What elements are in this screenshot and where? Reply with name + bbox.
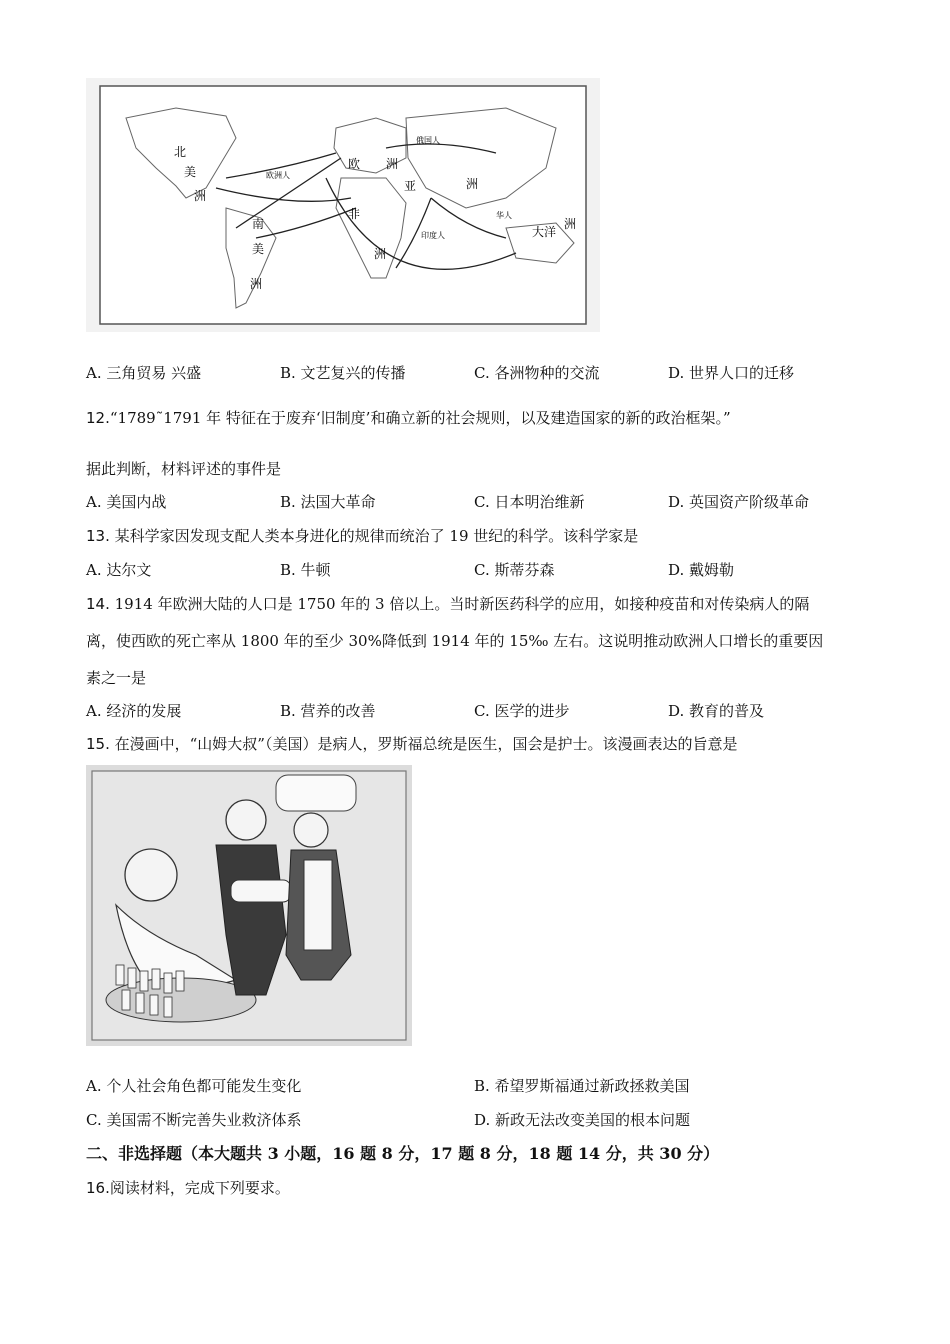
q12-option-b: B. 法国大革命 <box>280 493 376 511</box>
map-label-america1: 美 <box>184 165 197 179</box>
map-label-north: 北 <box>174 145 187 159</box>
map-frame <box>100 86 586 324</box>
q13-option-c: C. 斯蒂芬森 <box>474 561 555 579</box>
q13-option-d: D. 戴姆勒 <box>668 561 735 579</box>
q11-option-c: C. 各洲物种的交流 <box>474 364 600 382</box>
world-map-illustration <box>86 78 600 332</box>
q12-option-a: A. 美国内战 <box>86 493 167 511</box>
q13-option-b: B. 牛顿 <box>280 561 331 579</box>
q15-option-b: B. 希望罗斯福通过新政拯救美国 <box>474 1077 690 1095</box>
q13-stem: 某科学家因发现支配人类本身进化的规律而统治了 19 世纪的科学。该科学家是 <box>114 527 639 545</box>
q12-option-d: D. 英国资产阶级革命 <box>668 493 810 511</box>
q12-stem-line2: 据此判断，材料评述的事件是 <box>86 460 282 478</box>
map-label-europe1: 欧 <box>348 157 361 171</box>
q14-option-d: D. 教育的普及 <box>668 702 765 720</box>
q11-option-d: D. 世界人口的迁移 <box>668 364 795 382</box>
q13-line <box>86 526 638 546</box>
q14-number: 14. <box>86 595 110 613</box>
map-label-africa2: 洲 <box>374 247 387 261</box>
q14-stem-line1: 1914 年欧洲大陆的人口是 1750 年的 3 倍以上。当时新医药科学的应用，如接种疫苗和对传染病人的隔 <box>114 595 810 613</box>
q14-stem-line2: 离，使西欧的死亡率从 1800 年的至少 30%降低到 1914 年的 15‰ 左右。这说明推动欧洲人口增长的重要因 <box>86 632 824 650</box>
map-label-south3: 洲 <box>250 277 263 291</box>
map-label-asia1: 亚 <box>404 179 417 193</box>
q15-stem: 在漫画中，“山姆大叔”（美国）是病人，罗斯福总统是医生，国会是护士。该漫画表达的旨意是 <box>114 735 738 753</box>
map-label-russians: 俄国人 <box>416 136 440 145</box>
map-label-europe2: 洲 <box>386 157 399 171</box>
q16-number: 16. <box>86 1179 110 1197</box>
q14-option-b: B. 营养的改善 <box>280 702 376 720</box>
map-label-oceania2: 洲 <box>564 217 577 231</box>
map-label-africa1: 非 <box>348 207 361 221</box>
q14-stem-line3: 素之一是 <box>86 669 147 687</box>
map-label-chinese: 华人 <box>496 211 512 220</box>
q14-option-a: A. 经济的发展 <box>86 702 182 720</box>
q13-option-a: A. 达尔文 <box>86 561 152 579</box>
q15-option-d: D. 新政无法改变美国的根本问题 <box>474 1111 691 1129</box>
q12-line1 <box>86 408 731 428</box>
q16-stem: 阅读材料，完成下列要求。 <box>109 1179 290 1197</box>
map-label-indians: 印度人 <box>421 231 445 240</box>
q16-line <box>86 1178 290 1198</box>
map-label-asia2: 洲 <box>466 177 479 191</box>
q12-number: 12. <box>86 409 110 427</box>
q15-option-c: C. 美国需不断完善失业救济体系 <box>86 1111 302 1129</box>
q13-number: 13. <box>86 527 110 545</box>
q15-option-a: A. 个人社会角色都可能发生变化 <box>86 1077 302 1095</box>
map-label-europeans: 欧洲人 <box>266 171 290 180</box>
cartoon-illustration <box>86 765 412 1046</box>
q12-option-c: C. 日本明治维新 <box>474 493 585 511</box>
q14-line1 <box>86 594 809 614</box>
q12-stem-line1: “1789˜1791 年 特征在于废弃‘旧制度’和确立新的社会规则，以及建造国家的新的政治框架。” <box>109 409 731 427</box>
q15-line <box>86 734 737 754</box>
cartoon-figure <box>86 765 412 1046</box>
q11-option-a: A. 三角贸易 兴盛 <box>86 364 202 382</box>
q15-number: 15. <box>86 735 110 753</box>
map-label-oceania: 大洋 <box>532 225 557 239</box>
q14-option-c: C. 医学的进步 <box>474 702 570 720</box>
section2-heading: 二、非选择题（本大题共 3 小题，16 题 8 分，17 题 8 分，18 题 14 分，共 30 分） <box>86 1144 720 1163</box>
map-label-america2: 洲 <box>194 189 207 203</box>
q11-option-b: B. 文艺复兴的传播 <box>280 364 406 382</box>
migration-map-figure <box>86 78 600 332</box>
map-label-south1: 南 <box>252 217 265 231</box>
map-label-south2: 美 <box>252 242 265 256</box>
